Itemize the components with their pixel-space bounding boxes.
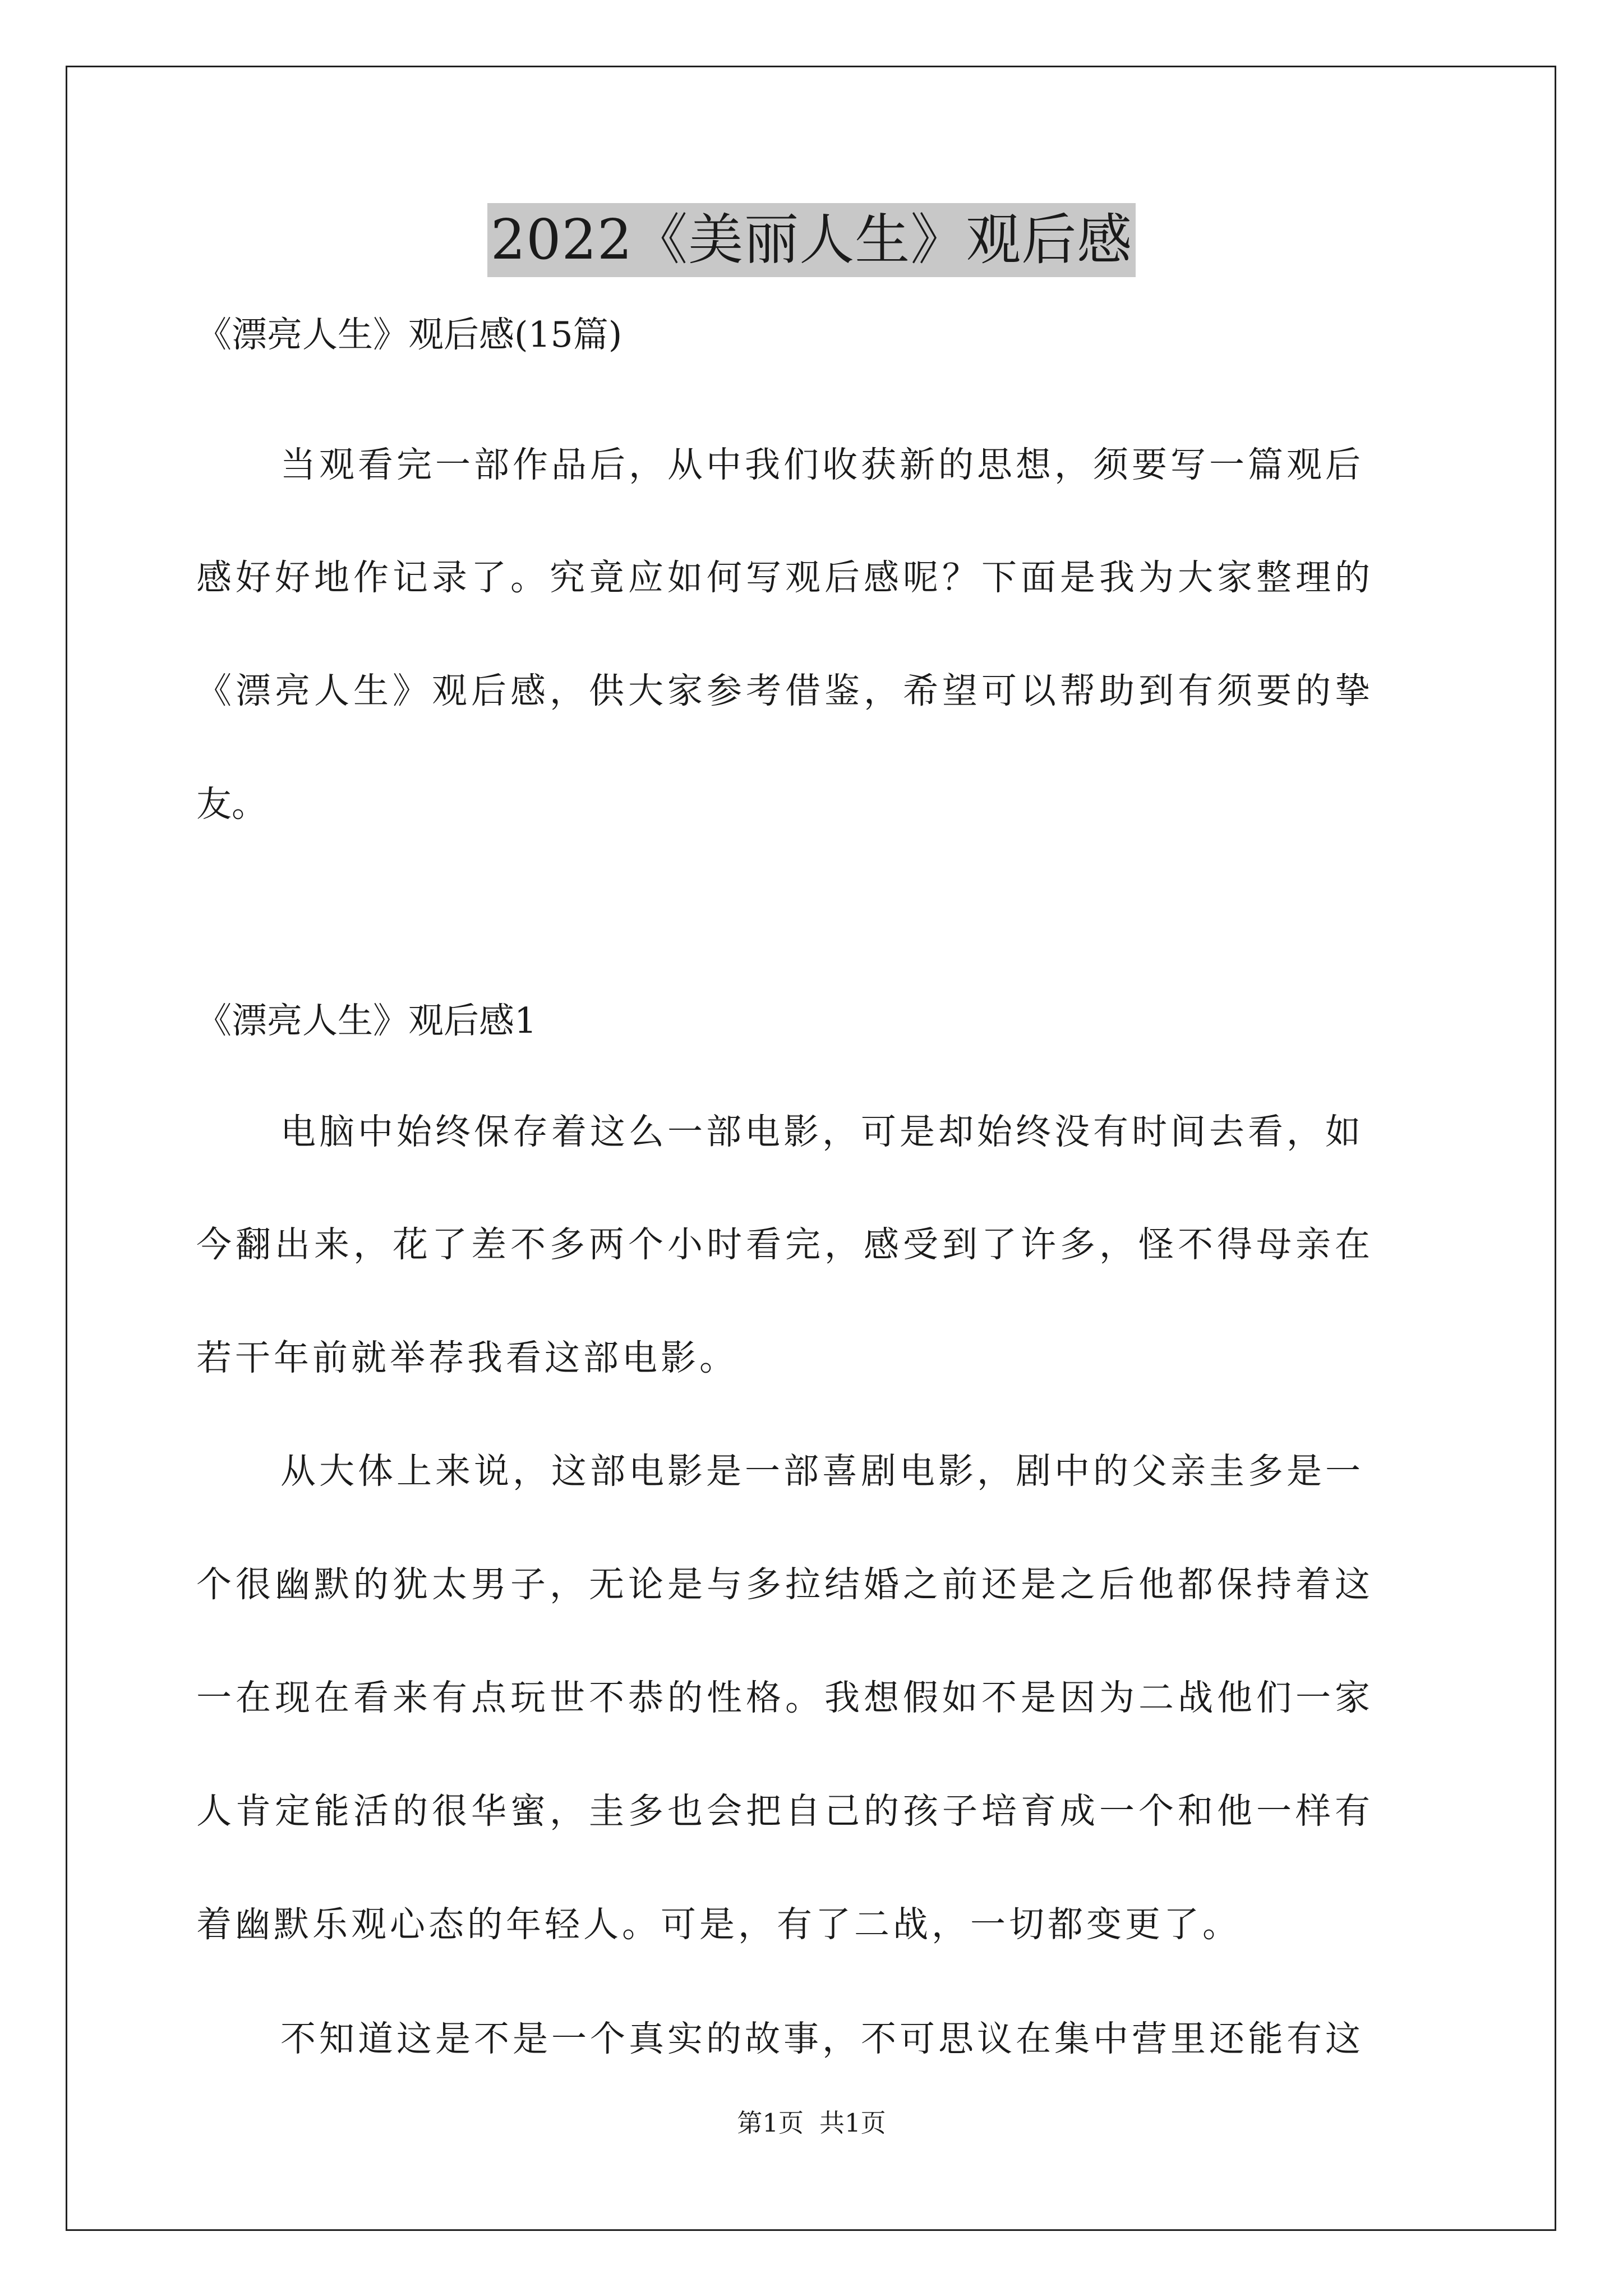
title-container	[0, 203, 1623, 277]
subtitle: 《漂亮人生》观后感(15篇)	[196, 314, 623, 355]
intro-line-3: 《漂亮人生》观后感，供大家参考借鉴，希望可以帮助到有须要的挚	[196, 670, 1374, 711]
paragraph2-line-4: 人肯定能活的很华蜜，圭多也会把自己的孩子培育成一个和他一样有	[196, 1791, 1374, 1832]
paragraph2-line-5: 着幽默乐观心态的年轻人。可是，有了二战，一切都变更了。	[196, 1904, 1241, 1945]
document-title: 2022《美丽人生》观后感	[487, 203, 1136, 277]
intro-line-2: 感好好地作记录了。究竟应如何写观后感呢？下面是我为大家整理的	[196, 557, 1374, 598]
intro-line-4: 友。	[196, 784, 267, 825]
paragraph2-line-3: 一在现在看来有点玩世不恭的性格。我想假如不是因为二战他们一家	[196, 1677, 1374, 1718]
page-total: 共1页	[819, 2108, 886, 2138]
page-footer	[0, 2106, 1623, 2140]
paragraph2-line-2: 个很幽默的犹太男子，无论是与多拉结婚之前还是之后他都保持着这	[196, 1564, 1374, 1605]
paragraph2-line-1: 从大体上来说，这部电影是一部喜剧电影，剧中的父亲圭多是一	[280, 1451, 1364, 1492]
paragraph1-line-3: 若干年前就举荐我看这部电影。	[196, 1337, 738, 1378]
paragraph1-line-2: 今翻出来，花了差不多两个小时看完，感受到了许多，怪不得母亲在	[196, 1224, 1374, 1265]
paragraph1-line-1: 电脑中始终保存着这么一部电影，可是却始终没有时间去看，如	[280, 1111, 1364, 1152]
paragraph3-line-1: 不知道这是不是一个真实的故事，不可思议在集中营里还能有这	[280, 2018, 1364, 2059]
section-heading: 《漂亮人生》观后感1	[196, 1000, 537, 1041]
intro-line-1: 当观看完一部作品后，从中我们收获新的思想，须要写一篇观后	[280, 444, 1364, 485]
page-number: 第1页	[737, 2108, 804, 2138]
